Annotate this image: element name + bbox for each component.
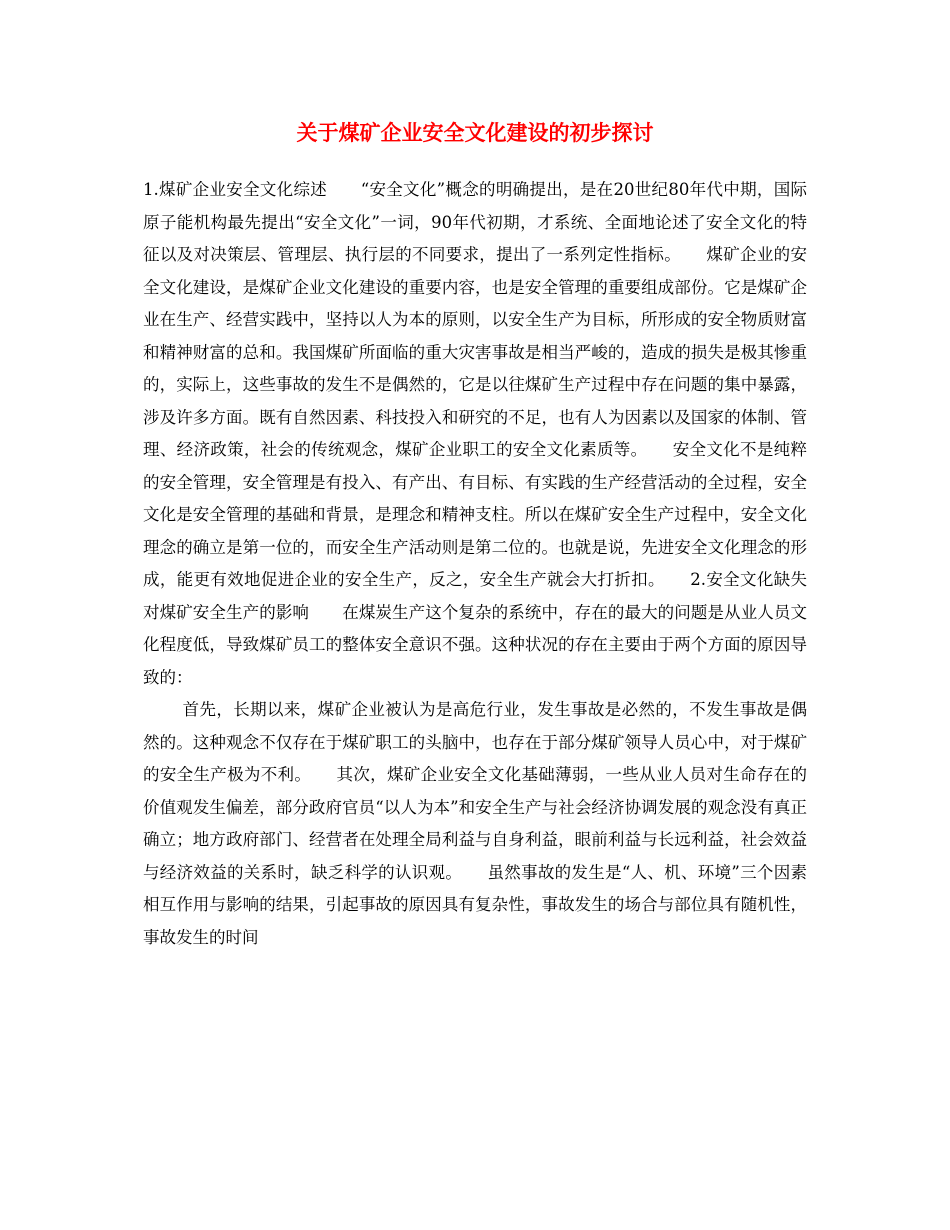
document-body bbox=[143, 174, 807, 954]
paragraph-1: 1.煤矿企业安全文化综述 “安全文化”概念的明确提出，是在20世纪80年代中期，国际原子能机构最先提出“安全文化”一词，90年代初期，才系统、全面地论述了安全文化的特征以及对决策层、管理层、执行层的不同要求，提出了一系列定性指标。 煤矿企业的安全文化建设，是煤矿企业文化建设的重要内容，也是安全管理的重要组成部份。它是煤矿企业在生产、经营实践中，坚持以人为本的原则，以安全生产为目标，所形成的安全物质财富和精神财富的总和。我国煤矿所面临的重大灾害事故是相当严峻的，造成的损失是极其惨重的，实际上，这些事故的发生不是偶然的，它是以往煤矿生产过程中存在问题的集中暴露，涉及许多方面。既有自然因素、科技投入和研究的不足，也有人为因素以及国家的体制、管理、经济政策，社会的传统观念，煤矿企业职工的安全文化素质等。 安全文化不是纯粹的安全管理，安全管理是有投入、有产出、有目标、有实践的生产经营活动的全过程，安全文化是安全管理的基础和背景，是理念和精神支柱。所以在煤矿安全生产过程中，安全文化理念的确立是第一位的，而安全生产活动则是第二位的。也就是说，先进安全文化理念的形成，能更有效地促进企业的安全生产，反之，安全生产就会大打折扣。 2.安全文化缺失对煤矿安全生产的影响 在煤炭生产这个复杂的系统中，存在的最大的问题是从业人员文化程度低，导致煤矿员工的整体安全意识不强。这种状况的存在主要由于两个方面的原因导致的： bbox=[143, 180, 807, 687]
paragraph-2: 首先，长期以来，煤矿企业被认为是高危行业，发生事故是必然的，不发生事故是偶然的。这种观念不仅存在于煤矿职工的头脑中，也存在于部分煤矿领导人员心中，对于煤矿的安全生产极为不利。 其次，煤矿企业安全文化基础薄弱，一些从业人员对生命存在的价值观发生偏差，部分政府官员“以人为本”和安全生产与社会经济协调发展的观念没有真正确立；地方政府部门、经营者在处理全局利益与自身利益，眼前利益与长远利益，社会效益与经济效益的关系时，缺乏科学的认识观。 虽然事故的发生是“人、机、环境”三个因素相互作用与影响的结果，引起事故的原因具有复杂性，事故发生的场合与部位具有随机性，事故发生的时间 bbox=[143, 700, 807, 947]
document-title: 关于煤矿企业安全文化建设的初步探讨 bbox=[296, 120, 654, 145]
